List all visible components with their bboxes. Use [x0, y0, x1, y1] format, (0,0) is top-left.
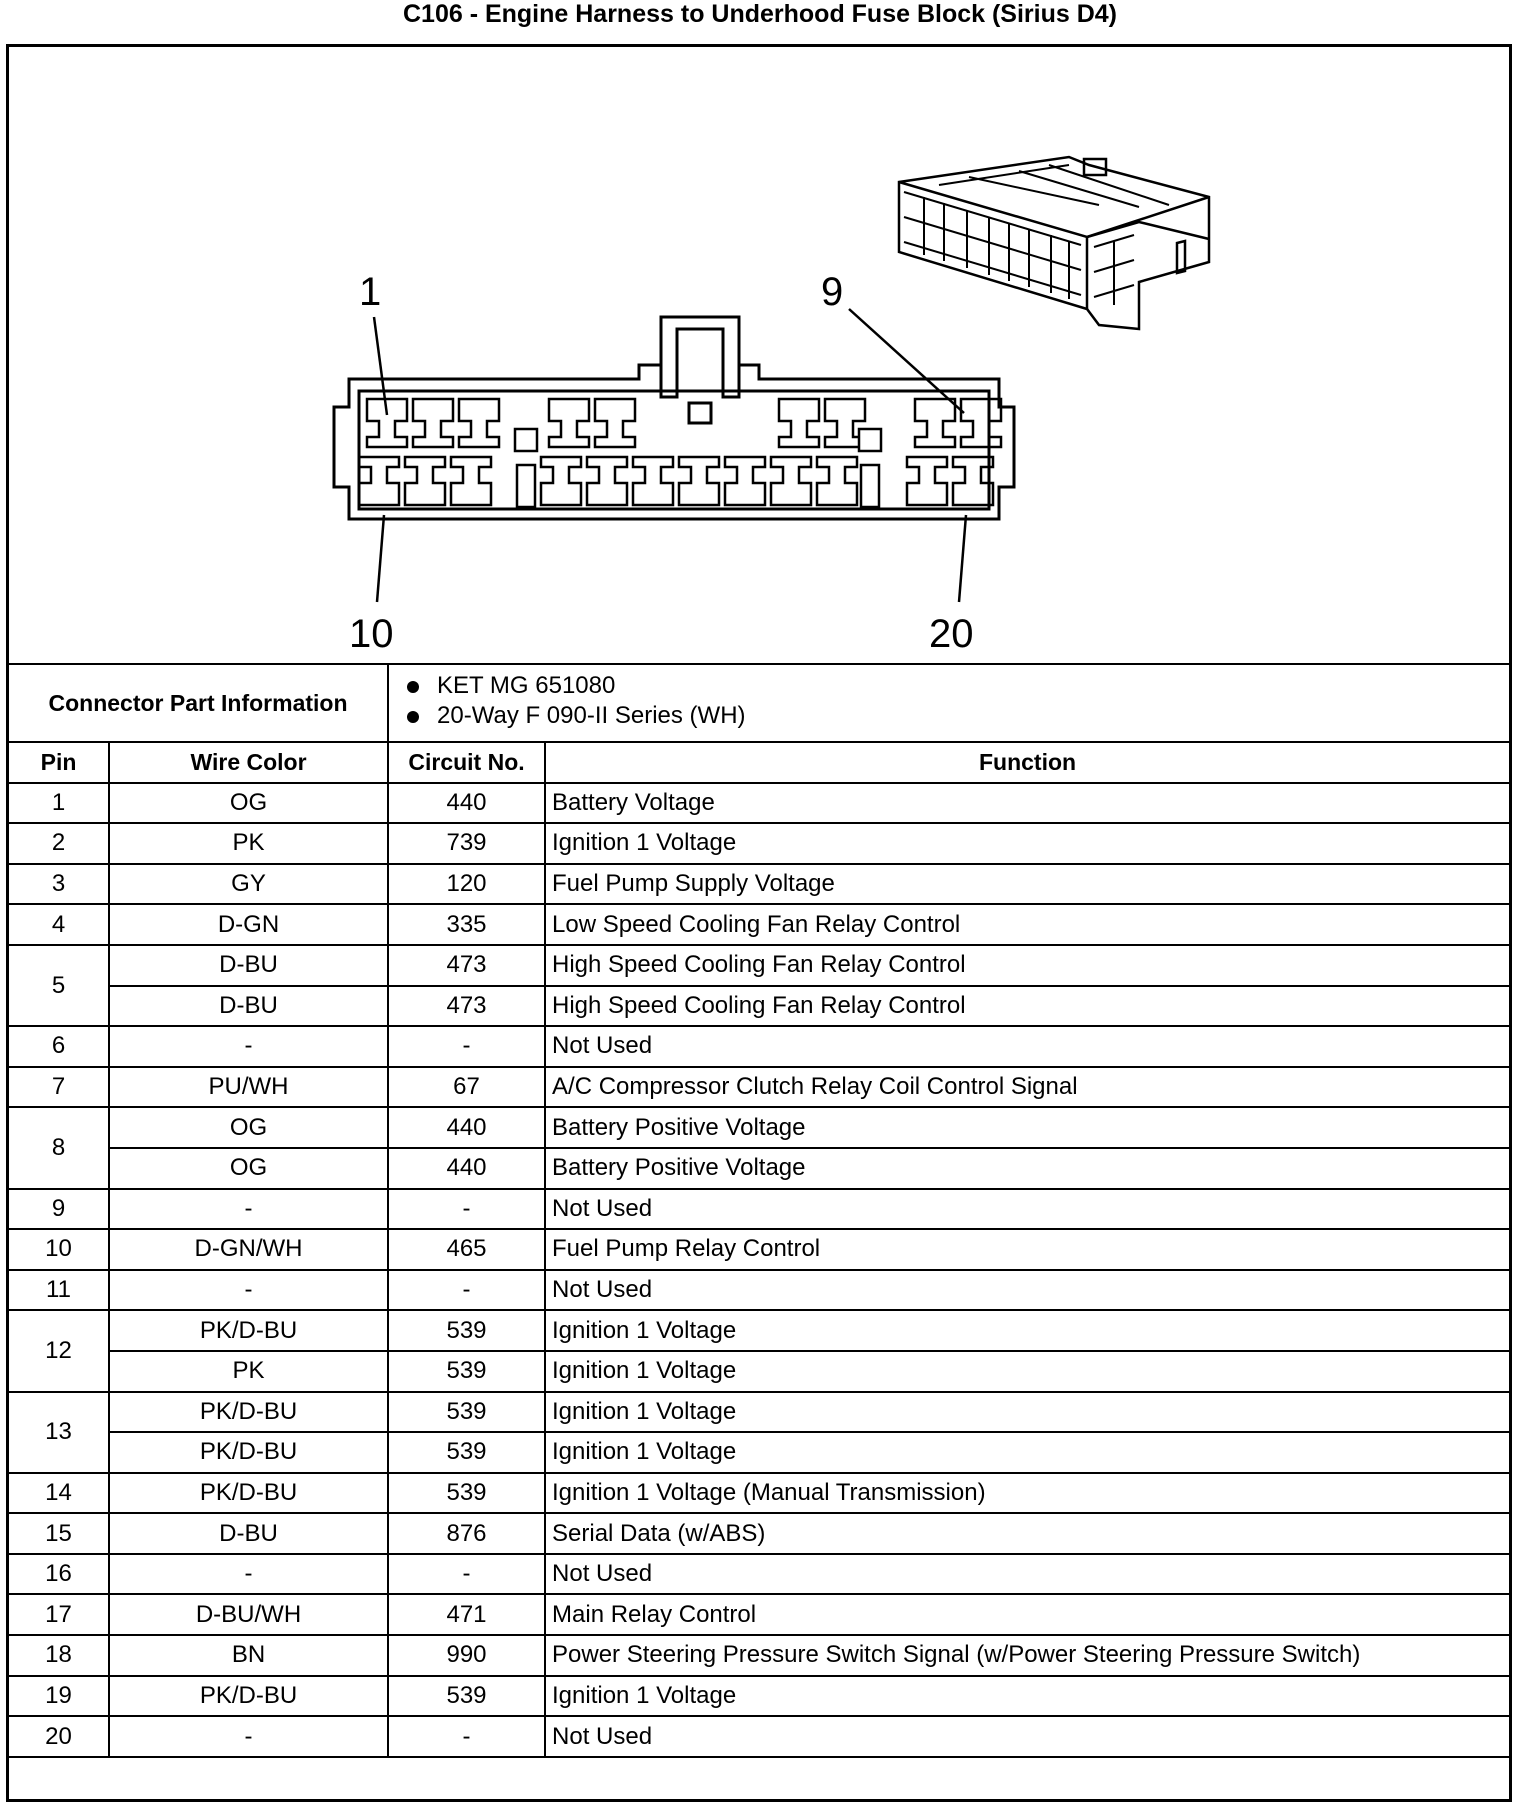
connector-info-item: KET MG 651080	[407, 671, 1509, 701]
callout-pin20: 20	[929, 612, 974, 656]
pin-cell: 16	[9, 1554, 109, 1595]
wire-color-cell: OG	[109, 1107, 388, 1148]
circuit-cell: -	[388, 1270, 545, 1311]
terminal-cavity	[549, 399, 589, 447]
circuit-cell: -	[388, 1026, 545, 1067]
wire-color-cell: -	[109, 1716, 388, 1757]
table-row	[9, 1554, 1509, 1595]
function-cell: Battery Positive Voltage	[545, 1107, 1509, 1148]
terminal-cavities	[359, 399, 1001, 505]
terminal-cavity	[907, 457, 947, 505]
circuit-cell: 876	[388, 1513, 545, 1554]
pin-cell: 9	[9, 1189, 109, 1230]
wire-color-cell: PK	[109, 1351, 388, 1392]
table-row	[9, 986, 1509, 1027]
circuit-cell: 539	[388, 1310, 545, 1351]
table-row	[9, 1067, 1509, 1108]
table-row	[9, 783, 1509, 824]
function-cell: Low Speed Cooling Fan Relay Control	[545, 904, 1509, 945]
connector-info-row	[9, 665, 1509, 742]
column-header-circuit: Circuit No.	[388, 742, 545, 783]
page-title: C106 - Engine Harness to Underhood Fuse Block (Sirius D4)	[402, 0, 1118, 28]
function-cell: Ignition 1 Voltage	[545, 1351, 1509, 1392]
function-cell: Ignition 1 Voltage	[545, 1310, 1509, 1351]
table-row	[9, 1107, 1509, 1148]
connector-info-item: 20-Way F 090-II Series (WH)	[407, 701, 1509, 731]
leader-pin1	[374, 317, 387, 415]
table-row	[9, 823, 1509, 864]
function-cell: High Speed Cooling Fan Relay Control	[545, 945, 1509, 986]
pinout-table	[9, 665, 1509, 1758]
function-cell: Power Steering Pressure Switch Signal (w/Power Steering Pressure Switch)	[545, 1635, 1509, 1676]
connector-document	[6, 44, 1512, 1802]
wire-color-cell: PK/D-BU	[109, 1432, 388, 1473]
pin-cell: 2	[9, 823, 109, 864]
terminal-cavity	[451, 457, 491, 505]
column-header-function: Function	[545, 742, 1509, 783]
circuit-cell: 440	[388, 783, 545, 824]
bullet-icon	[407, 711, 419, 723]
pin-cell: 12	[9, 1310, 109, 1391]
function-cell: Fuel Pump Relay Control	[545, 1229, 1509, 1270]
wire-color-cell: OG	[109, 783, 388, 824]
key-square-right	[859, 429, 881, 451]
function-cell: Ignition 1 Voltage	[545, 1432, 1509, 1473]
connector-diagram-panel	[9, 47, 1509, 665]
table-row	[9, 864, 1509, 905]
connector-info-list	[388, 665, 1509, 742]
wire-color-cell: BN	[109, 1635, 388, 1676]
circuit-cell: 539	[388, 1473, 545, 1514]
pin-cell: 14	[9, 1473, 109, 1514]
table-row	[9, 1189, 1509, 1230]
table-row	[9, 1432, 1509, 1473]
table-row	[9, 1513, 1509, 1554]
leader-pin20	[959, 515, 966, 602]
circuit-cell: 539	[388, 1432, 545, 1473]
wire-color-cell: -	[109, 1189, 388, 1230]
function-cell: Ignition 1 Voltage	[545, 1676, 1509, 1717]
table-row	[9, 1473, 1509, 1514]
wire-color-cell: OG	[109, 1148, 388, 1189]
function-cell: Ignition 1 Voltage	[545, 823, 1509, 864]
terminal-cavity	[405, 457, 445, 505]
connector-isometric-view	[899, 157, 1209, 329]
callout-pin1: 1	[359, 270, 382, 314]
function-cell: A/C Compressor Clutch Relay Coil Control Signal	[545, 1067, 1509, 1108]
pin-cell: 3	[9, 864, 109, 905]
function-cell: Not Used	[545, 1270, 1509, 1311]
function-cell: Battery Voltage	[545, 783, 1509, 824]
terminal-cavity	[541, 457, 581, 505]
terminal-cavity	[679, 457, 719, 505]
function-cell: Not Used	[545, 1554, 1509, 1595]
wire-color-cell: PK	[109, 823, 388, 864]
leader-pin9	[849, 309, 964, 413]
column-header-wire-color: Wire Color	[109, 742, 388, 783]
table-row	[9, 1676, 1509, 1717]
table-row	[9, 1310, 1509, 1351]
terminal-cavity	[953, 457, 993, 505]
callout-pin9: 9	[821, 270, 844, 314]
table-row	[9, 1026, 1509, 1067]
circuit-cell: -	[388, 1189, 545, 1230]
wire-color-cell: D-BU	[109, 986, 388, 1027]
table-row	[9, 1229, 1509, 1270]
function-cell: Ignition 1 Voltage (Manual Transmission)	[545, 1473, 1509, 1514]
pin-cell: 5	[9, 945, 109, 1026]
table-row	[9, 1594, 1509, 1635]
callout-pin10: 10	[349, 612, 394, 656]
wire-color-cell: -	[109, 1270, 388, 1311]
circuit-cell: 440	[388, 1107, 545, 1148]
terminal-cavity	[459, 399, 499, 447]
terminal-cavity	[915, 399, 955, 447]
table-row	[9, 1270, 1509, 1311]
terminal-cavity	[413, 399, 453, 447]
latch-window	[689, 403, 711, 423]
function-cell: High Speed Cooling Fan Relay Control	[545, 986, 1509, 1027]
function-cell: Main Relay Control	[545, 1594, 1509, 1635]
wire-color-cell: PK/D-BU	[109, 1310, 388, 1351]
function-cell: Fuel Pump Supply Voltage	[545, 864, 1509, 905]
table-row	[9, 945, 1509, 986]
pin-cell: 1	[9, 783, 109, 824]
wire-color-cell: -	[109, 1554, 388, 1595]
function-cell: Not Used	[545, 1716, 1509, 1757]
circuit-cell: 473	[388, 986, 545, 1027]
key-bar-right	[861, 465, 879, 507]
wire-color-cell: D-BU	[109, 1513, 388, 1554]
circuit-cell: 539	[388, 1392, 545, 1433]
function-cell: Ignition 1 Voltage	[545, 1392, 1509, 1433]
pin-cell: 7	[9, 1067, 109, 1108]
table-row	[9, 1351, 1509, 1392]
pin-cell: 13	[9, 1392, 109, 1473]
wire-color-cell: D-BU	[109, 945, 388, 986]
pin-cell: 4	[9, 904, 109, 945]
wire-color-cell: GY	[109, 864, 388, 905]
terminal-cavity	[817, 457, 857, 505]
circuit-cell: 471	[388, 1594, 545, 1635]
function-cell: Serial Data (w/ABS)	[545, 1513, 1509, 1554]
key-bar-left	[517, 465, 535, 507]
pin-cell: 18	[9, 1635, 109, 1676]
bullet-icon	[407, 681, 419, 693]
wire-color-cell: PK/D-BU	[109, 1392, 388, 1433]
circuit-cell: 120	[388, 864, 545, 905]
function-cell: Not Used	[545, 1026, 1509, 1067]
terminal-cavity	[633, 457, 673, 505]
table-row	[9, 1716, 1509, 1757]
wire-color-cell: D-GN	[109, 904, 388, 945]
circuit-cell: 473	[388, 945, 545, 986]
table-row	[9, 1148, 1509, 1189]
leader-pin10	[377, 515, 384, 602]
key-square-left	[515, 429, 537, 451]
pin-cell: 10	[9, 1229, 109, 1270]
table-row	[9, 904, 1509, 945]
pin-cell: 11	[9, 1270, 109, 1311]
terminal-cavity	[771, 457, 811, 505]
wire-color-cell: -	[109, 1026, 388, 1067]
pin-cell: 8	[9, 1107, 109, 1188]
circuit-cell: -	[388, 1716, 545, 1757]
connector-face-diagram	[9, 47, 1509, 663]
pin-cell: 17	[9, 1594, 109, 1635]
function-cell: Not Used	[545, 1189, 1509, 1230]
pin-cell: 19	[9, 1676, 109, 1717]
wire-color-cell: D-BU/WH	[109, 1594, 388, 1635]
wire-color-cell: D-GN/WH	[109, 1229, 388, 1270]
circuit-cell: 539	[388, 1676, 545, 1717]
circuit-cell: 990	[388, 1635, 545, 1676]
connector-info-label: Connector Part Information	[9, 665, 388, 742]
wire-color-cell: PK/D-BU	[109, 1676, 388, 1717]
circuit-cell: 440	[388, 1148, 545, 1189]
terminal-cavity	[587, 457, 627, 505]
wire-color-cell: PU/WH	[109, 1067, 388, 1108]
terminal-cavity	[779, 399, 819, 447]
table-row	[9, 1635, 1509, 1676]
pin-cell: 15	[9, 1513, 109, 1554]
pin-cell: 20	[9, 1716, 109, 1757]
circuit-cell: 465	[388, 1229, 545, 1270]
circuit-cell: 739	[388, 823, 545, 864]
column-header-pin: Pin	[9, 742, 109, 783]
circuit-cell: 67	[388, 1067, 545, 1108]
terminal-cavity	[961, 399, 1001, 447]
circuit-cell: 539	[388, 1351, 545, 1392]
circuit-cell: -	[388, 1554, 545, 1595]
pin-cell: 6	[9, 1026, 109, 1067]
table-header-row	[9, 742, 1509, 783]
terminal-cavity	[359, 457, 399, 505]
table-row	[9, 1392, 1509, 1433]
terminal-cavity	[595, 399, 635, 447]
function-cell: Battery Positive Voltage	[545, 1148, 1509, 1189]
wire-color-cell: PK/D-BU	[109, 1473, 388, 1514]
circuit-cell: 335	[388, 904, 545, 945]
connector-latch	[661, 317, 739, 397]
terminal-cavity	[725, 457, 765, 505]
